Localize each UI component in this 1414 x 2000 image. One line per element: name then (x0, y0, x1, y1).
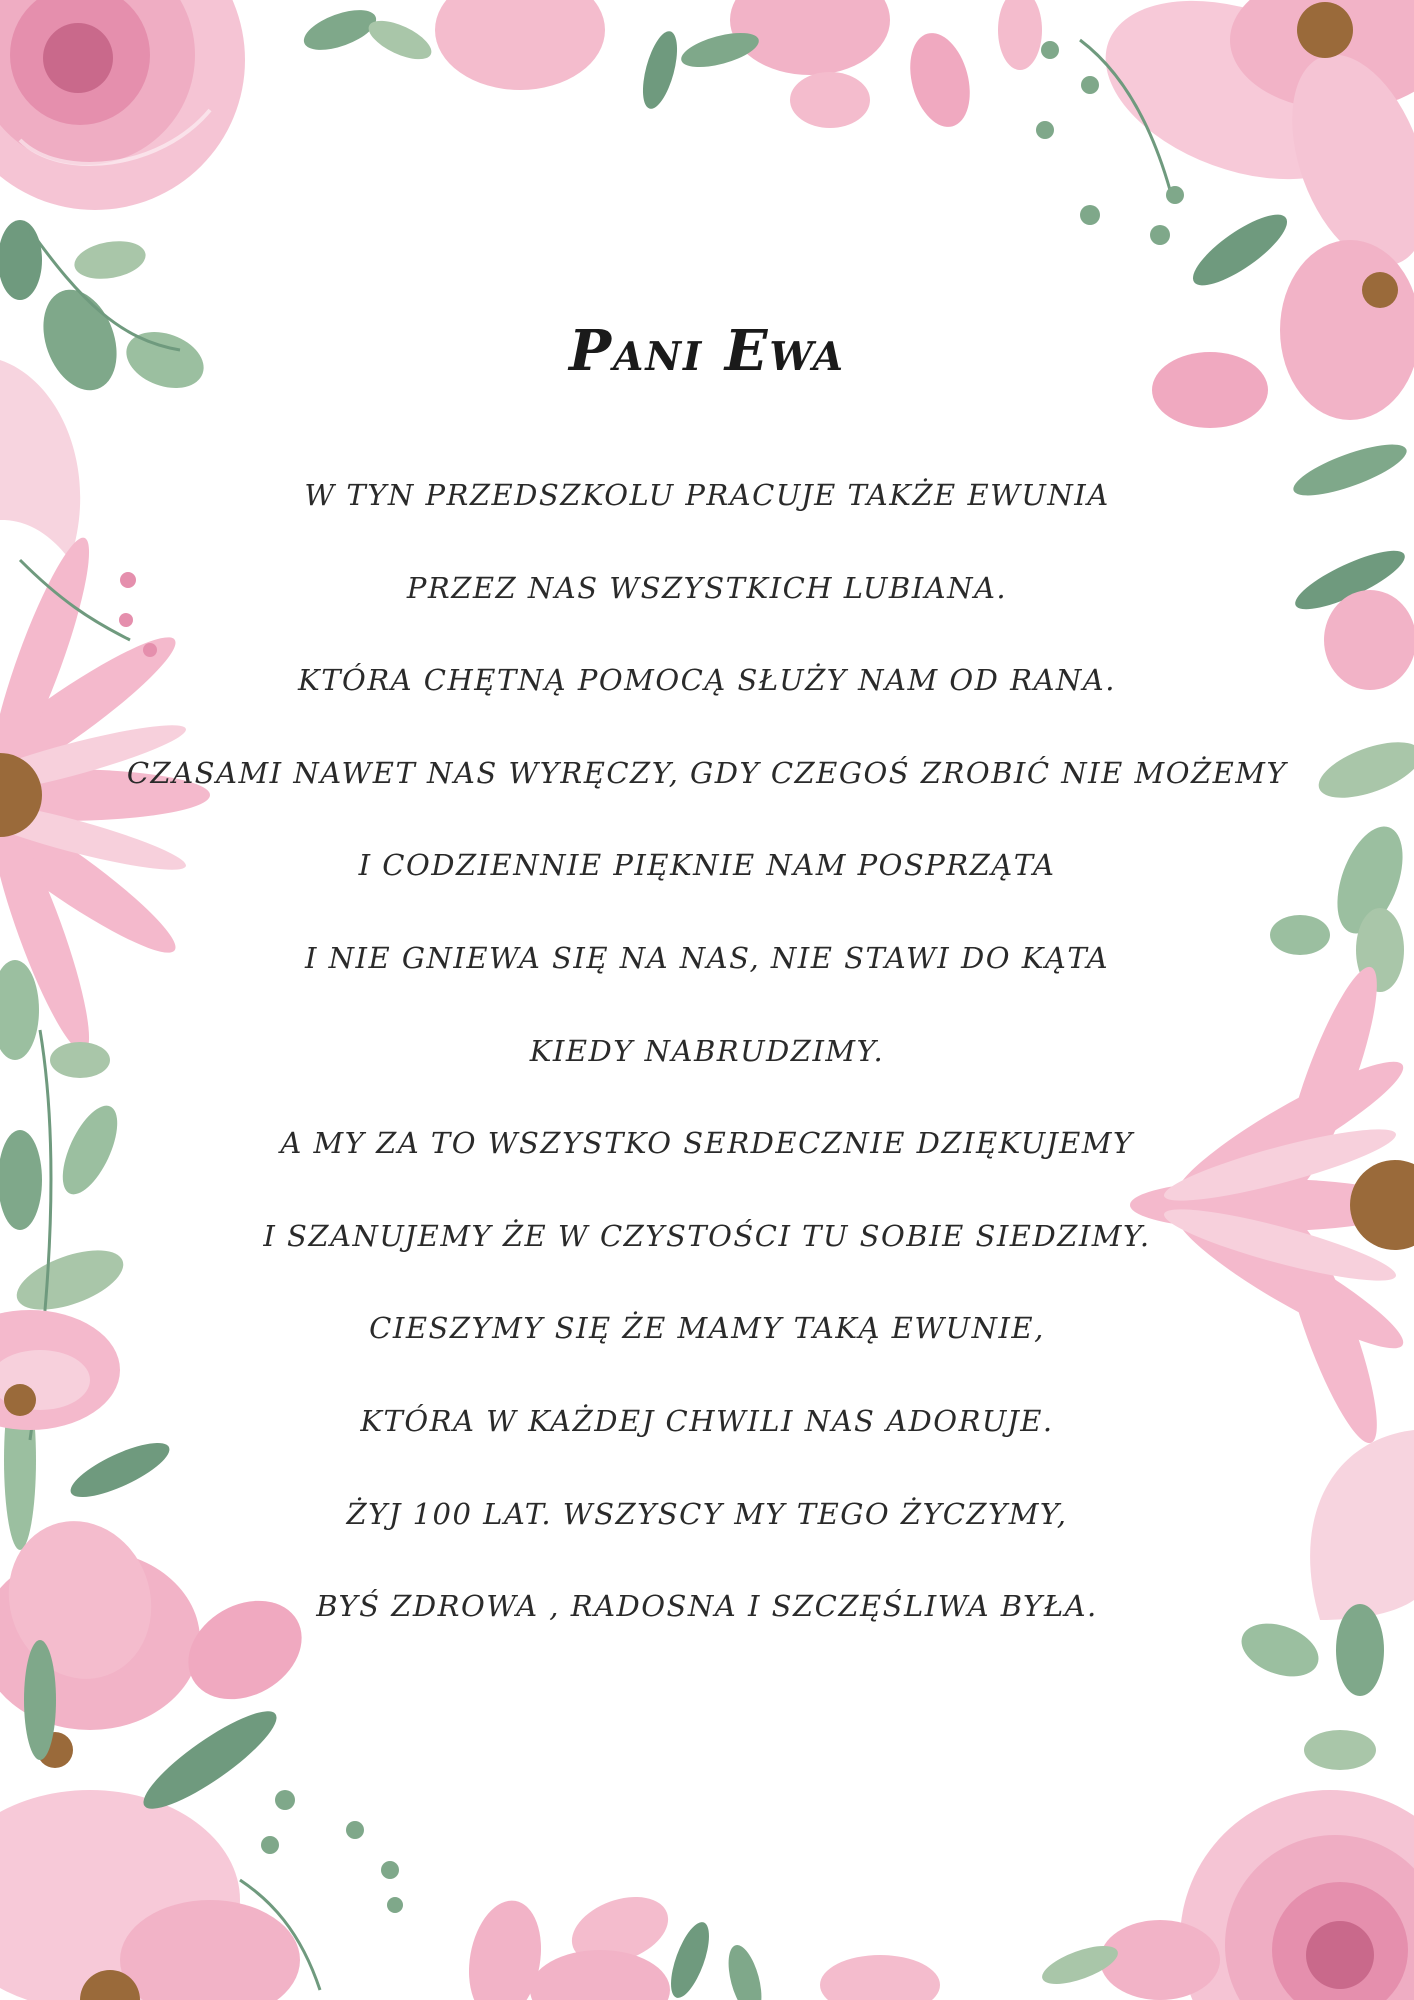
poem-line: PRZEZ NAS WSZYSTKICH LUBIANA. (406, 570, 1008, 605)
flowers-bottom-center (240, 1790, 1122, 2000)
poem-line: ŻYJ 100 LAT. WSZYSCY MY TEGO ŻYCZYMY, (346, 1496, 1068, 1531)
flower-top-right (1036, 0, 1414, 506)
poem-line: BYŚ ZDROWA , RADOSNA I SZCZĘŚLIWA BYŁA. (316, 1589, 1098, 1624)
flower-left-lower (0, 1310, 120, 1430)
poem-line: I SZANUJEMY ŻE W CZYSTOŚCI TU SOBIE SIEDZIMY. (263, 1218, 1151, 1253)
poem-lines (120, 465, 1294, 1669)
poem-line: I CODZIENNIE PIĘKNIE NAM POSPRZĄTA (358, 848, 1056, 883)
poem-line: CIESZYMY SIĘ ŻE MAMY TAKĄ EWUNIE, (369, 1311, 1045, 1346)
petal-right-pale (1310, 1430, 1414, 1620)
rose-top-left (0, 0, 245, 210)
petal-left-pale (0, 360, 80, 560)
poem-line: I NIE GNIEWA SIĘ NA NAS, NIE STAWI DO KĄTA (304, 940, 1110, 975)
poem-line: KTÓRA CHĘTNĄ POMOCĄ SŁUŻY NAM OD RANA. (298, 663, 1116, 698)
poem-line: W TYN PRZEDSZKOLU PRACUJE TAKŻE EWUNIA (304, 478, 1110, 512)
poem-line: A MY ZA TO WSZYSTKO SERDECZNIE DZIĘKUJEMY (280, 1126, 1134, 1161)
flowers-top-center (299, 0, 1042, 134)
poem-title: Pani Ewa (568, 318, 845, 384)
rose-bottom-right (1100, 1790, 1414, 2000)
poem-line: KTÓRA W KAŻDEJ CHWILI NAS ADORUJE. (360, 1403, 1054, 1438)
poem-line: KIEDY NABRUDZIMY. (529, 1033, 885, 1068)
poem-line: CZASAMI NAWET NAS WYRĘCZY, GDY CZEGOŚ ZROBIĆ NIE MOŻEMY (126, 755, 1288, 790)
